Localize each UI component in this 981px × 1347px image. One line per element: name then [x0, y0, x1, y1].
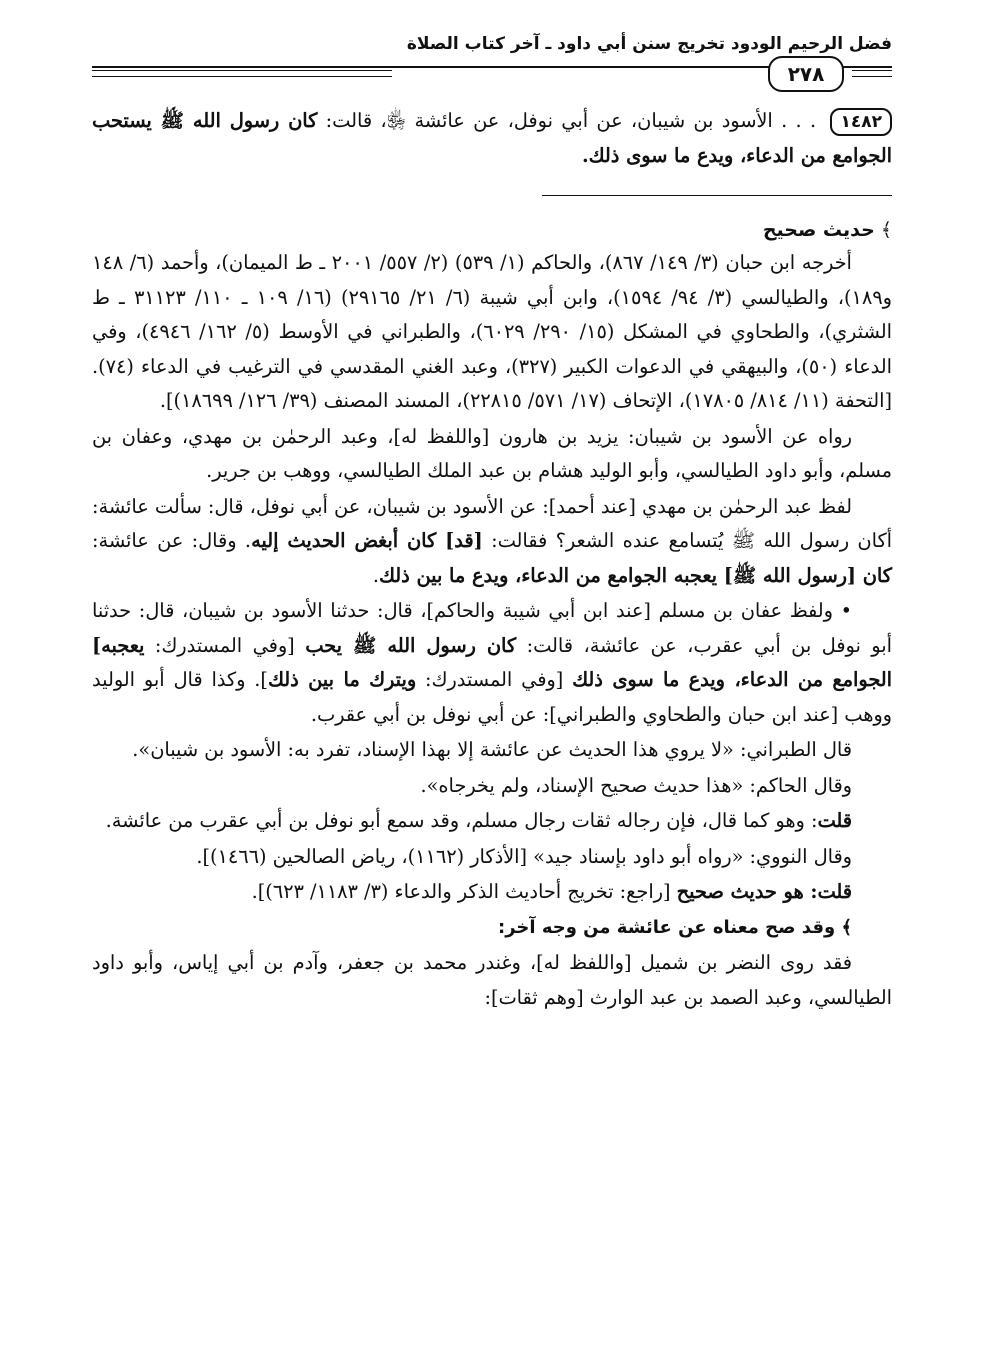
bold-run: قلت: [817, 809, 852, 832]
ornament-line-right: [852, 70, 892, 77]
text-run: [وفي المستدرك:: [144, 633, 306, 657]
bold-run: يعجبه] الجوامع من الدعاء، ويدع ما سوى ذلك: [92, 633, 892, 691]
affan-wording: [92, 594, 892, 732]
takhrij-paragraph: أخرجه ابن حبان (٣/ ١٤٩/ ٨٦٧)، والحاكم (١/ ٥٣٩) (٢/ ٥٥٧/ ٢٠٠١ ـ ط الميمان)، وأحمد (٦/ ١٤٨ و١٨٩)، والطيالسي (٣/ ٩٤/ ١٥٩٤)، وابن أبي شيبة (٦/ ٢١/ ٢٩١٦٥) (١٦/ ١٠٩ ـ ١١٠/ ٣١١٢٣ ـ ط الشثري)، والطحاوي في المشكل (١٥/ ٢٩٠/ ٦٠٢٩)، والطبراني في الأوسط (٥/ ١٦٢/ ٤٩٤٦)، وفي الدعاء (٥٠)، والبيهقي في الدعوات الكبير (٣٢٧)، وعبد الغني المقدسي في الترغيب في الدعاء (٧٤). [التحفة (١١/ ٨١٤/ ١٧٨٠٥)، الإتحاف (١٧/ ٥٧١/ ٢٢٨١٥)، المسند المصنف (٣٩/ ١٢٦/ ١٨٦٩٩)].: [92, 251, 892, 412]
ornament-line-left: [92, 70, 392, 77]
bullet-icon: ﴾: [880, 219, 892, 241]
subheading-text: وقد صح معناه عن عائشة من وجه آخر:: [498, 916, 836, 938]
text-run: : وهو كما قال، فإن رجاله ثقات رجال مسلم، وقد سمع أبو نوفل بن أبي عقرب من عائشة.: [105, 809, 818, 832]
hakim-quote: وقال الحاكم: «هذا حديث صحيح الإسناد، ولم يخرجاه».: [420, 773, 852, 797]
page-body: [92, 104, 892, 1015]
grade-label: حديث صحيح: [762, 219, 875, 241]
nawawi-quote: وقال النووي: «رواه أبو داود بإسناد جيد» [الأذكار (١١٦٢)، رياض الصالحين (١٤٦٦)].: [196, 844, 852, 868]
ibn-mahdi-wording: [92, 490, 892, 594]
bold-run: كان [رسول الله ﷺ] يعجبه الجوامع من الدعاء، ويدع ما بين ذلك: [379, 563, 892, 587]
page-number-row: [92, 62, 892, 92]
author-verdict: [92, 875, 892, 910]
narrators-paragraph: رواه عن الأسود بن شيبان: يزيد بن هارون [واللفظ له]، وعبد الرحمٰن بن مهدي، وعفان بن مسلم، وأبو داود الطيالسي، وأبو الوليد هشام بن عبد الملك الطيالسي، ووهب بن جرير.: [92, 424, 892, 482]
hadith-isnad: . . . الأسود بن شيبان، عن أبي نوفل، عن عائشة ﵂، قالت:: [317, 109, 825, 132]
text-run: [راجع: تخريج أحاديث الذكر والدعاء (٣/ ١١٨٣/ ٦٢٣)].: [251, 880, 677, 903]
bold-run: قلت: هو حديث صحيح: [676, 880, 852, 903]
hadith-matn: كان رسول الله ﷺ يستحب الجوامع من الدعاء، ويدع ما سوى ذلك.: [92, 109, 892, 167]
text-run: لفظ عبد الرحمٰن بن مهدي [عند أحمد]: عن الأسود بن شيبان، عن أبي نوفل، قال: سألت عائشة: أكان رسول الله ﷺ يُتسامع عنده الشعر؟ فقالت:: [92, 494, 893, 552]
bullet-icon: ﴾: [841, 916, 852, 938]
hadith-number-badge: ١٤٨٢: [830, 108, 892, 136]
header-title: فضل الرحيم الودود تخريج سنن أبي داود ـ آخر كتاب الصلاة: [406, 34, 892, 54]
subheading: [92, 911, 892, 946]
grade-heading: [92, 214, 892, 246]
text-run: ]. وكذا قال أبو الوليد ووهب [عند ابن حبان والطحاوي والطبراني]: عن أبي نوفل بن أبي عقرب.: [92, 668, 892, 726]
other-route-paragraph: فقد روى النضر بن شميل [واللفظ له]، وغندر محمد بن جعفر، وآدم بن أبي إياس، وأبو داود الطيالسي، وعبد الصمد بن عبد الوارث [وهم ثقات]:: [92, 951, 892, 1009]
tabarani-quote: قال الطبراني: «لا يروي هذا الحديث عن عائشة إلا بهذا الإسناد، تفرد به: الأسود بن شيبان».: [132, 738, 852, 761]
bold-run: ويترك ما بين ذلك: [267, 668, 417, 691]
text-run: [وفي المستدرك:: [416, 668, 573, 691]
text-run: • ولفظ عفان بن مسلم [عند ابن أبي شيبة والحاكم]، قال: حدثنا الأسود بن شيبان، قال: حدثنا أبو نوفل بن أبي عقرب، عن عائشة، قالت:: [92, 599, 892, 657]
text-run: .: [372, 563, 380, 587]
hadith-text: [92, 104, 892, 173]
text-run: . وقال: عن عائشة:: [92, 529, 252, 552]
author-comment: [92, 804, 892, 839]
bold-run: كان رسول الله ﷺ يحب: [305, 633, 517, 657]
section-separator: [542, 195, 892, 196]
page-number: ٢٧٨: [768, 56, 844, 92]
bold-run: [قد] كان أبغض الحديث إليه: [251, 529, 483, 552]
